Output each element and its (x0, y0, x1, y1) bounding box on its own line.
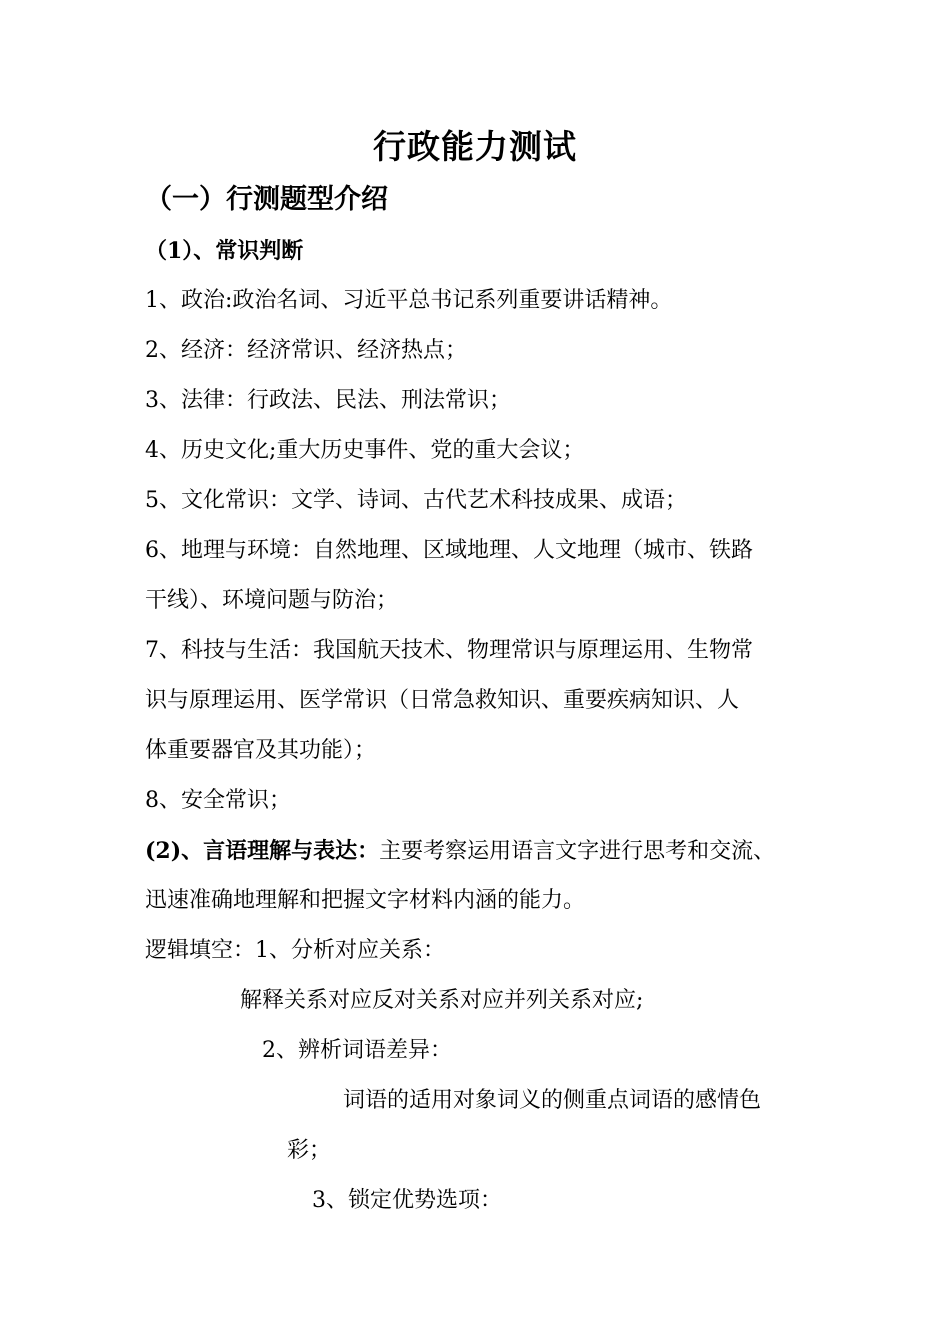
list-item: 1、政治:政治名词、习近平总书记系列重要讲话精神。 (145, 288, 673, 313)
subsection-verbal-label: (2)、言语理解与表达： (145, 838, 380, 864)
subsection-verbal-text: 主要考察运用语言文字进行思考和交流、 (379, 839, 776, 864)
list-item: 3、法律：行政法、民法、刑法常识； (145, 388, 511, 413)
list-item: 干线）、环境问题与防治； (145, 588, 399, 613)
document-title: 行政能力测试 (373, 127, 577, 166)
list-item: 4、历史文化;重大历史事件、党的重大会议； (145, 438, 585, 463)
list-item: 识与原理运用、医学常识（日常急救知识、重要疾病知识、人 (145, 688, 740, 713)
step-2-line: 2、辨析词语差异： (262, 1038, 452, 1063)
paragraph-line: 迅速准确地理解和把握文字材料内涵的能力。 (145, 888, 586, 913)
subsection-common-sense: （1）、常识判断 (145, 238, 304, 264)
list-item: 5、文化常识：文学、诗词、古代艺术科技成果、成语； (145, 488, 687, 513)
logic-fill-line: 逻辑填空：1、分析对应关系： (145, 938, 445, 963)
list-item: 2、经济：经济常识、经济热点； (145, 338, 467, 363)
relations-line: 解释关系对应反对关系对应并列关系对应; (240, 988, 644, 1013)
section-heading: （一）行测题型介绍 (145, 184, 388, 215)
subsection-verbal (145, 836, 815, 867)
step-2-detail-line: 词语的适用对象词义的侧重点词语的感情色 (343, 1088, 762, 1113)
list-item: 6、地理与环境：自然地理、区域地理、人文地理（城市、铁路 (145, 538, 753, 563)
list-item: 7、科技与生活：我国航天技术、物理常识与原理运用、生物常 (145, 638, 753, 663)
list-item: 体重要器官及其功能）； (145, 738, 377, 763)
step-2-detail-line: 彩； (287, 1138, 332, 1163)
step-3-line: 3、锁定优势选项： (312, 1188, 502, 1213)
list-item: 8、安全常识； (145, 788, 291, 813)
